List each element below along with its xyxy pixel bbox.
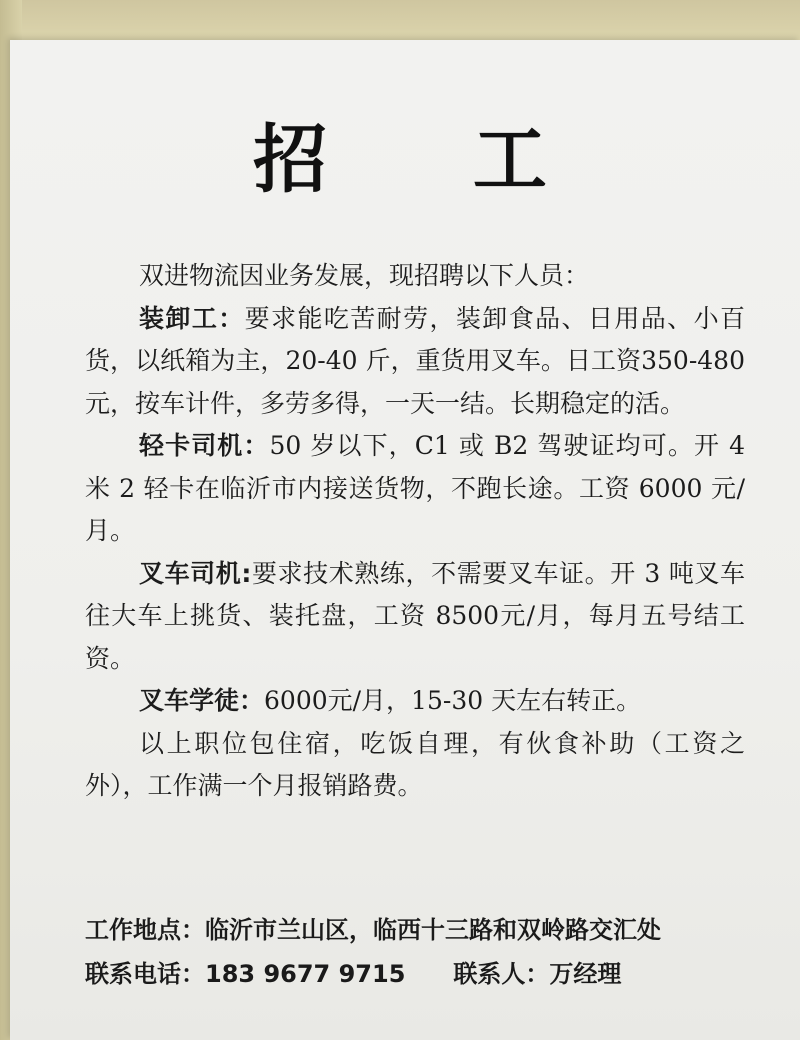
job-label: 叉车学徒：	[139, 686, 265, 715]
job-light-truck-driver	[85, 425, 745, 553]
job-description: 50 岁以下，C1 或 B2 驾驶证均可。开 4 米 2 轻卡在临沂市内接送货物，不跑长途。工资 6000 元/月。	[85, 431, 745, 545]
contact-person-name: 万经理	[549, 960, 622, 988]
phone-number: 183 9677 9715	[205, 960, 406, 988]
intro-paragraph: 双进物流因业务发展，现招聘以下人员：	[139, 261, 590, 290]
contact-person-label: 联系人：	[453, 960, 550, 988]
job-label: 轻卡司机：	[139, 431, 270, 460]
poster-title: 招 工	[253, 117, 607, 203]
work-location	[85, 908, 785, 952]
work-location-value: 临沂市兰山区，临西十三路和双岭路交汇处	[205, 916, 661, 944]
job-label: 装卸工：	[139, 303, 245, 333]
contact-footer	[85, 908, 785, 996]
job-loader	[85, 298, 745, 426]
job-forklift-driver	[85, 553, 745, 681]
poster-body	[85, 255, 745, 808]
work-location-label: 工作地点：	[85, 916, 205, 944]
job-description: 6000元/月，15-30 天左右转正。	[264, 686, 642, 715]
job-description: 要求技术熟练，不需要叉车证。开 3 吨叉车往大车上挑货、装托盘，工资 8500元/月，每月五号结工资。	[85, 558, 745, 673]
background-top	[0, 0, 800, 44]
contact-info	[85, 952, 785, 996]
job-label: 叉车司机:	[139, 558, 252, 588]
job-description: 要求能吃苦耐劳，装卸食品、日用品、小百货，以纸箱为主，20-40 斤，重货用叉车。日工资350-480元，按车计件，多劳多得，一天一结。长期稳定的活。	[85, 303, 745, 418]
job-forklift-apprentice	[85, 680, 745, 723]
phone-label: 联系电话：	[85, 960, 205, 988]
benefits-paragraph: 以上职位包住宿，吃饭自理，有伙食补助（工资之外），工作满一个月报销路费。	[85, 728, 745, 800]
